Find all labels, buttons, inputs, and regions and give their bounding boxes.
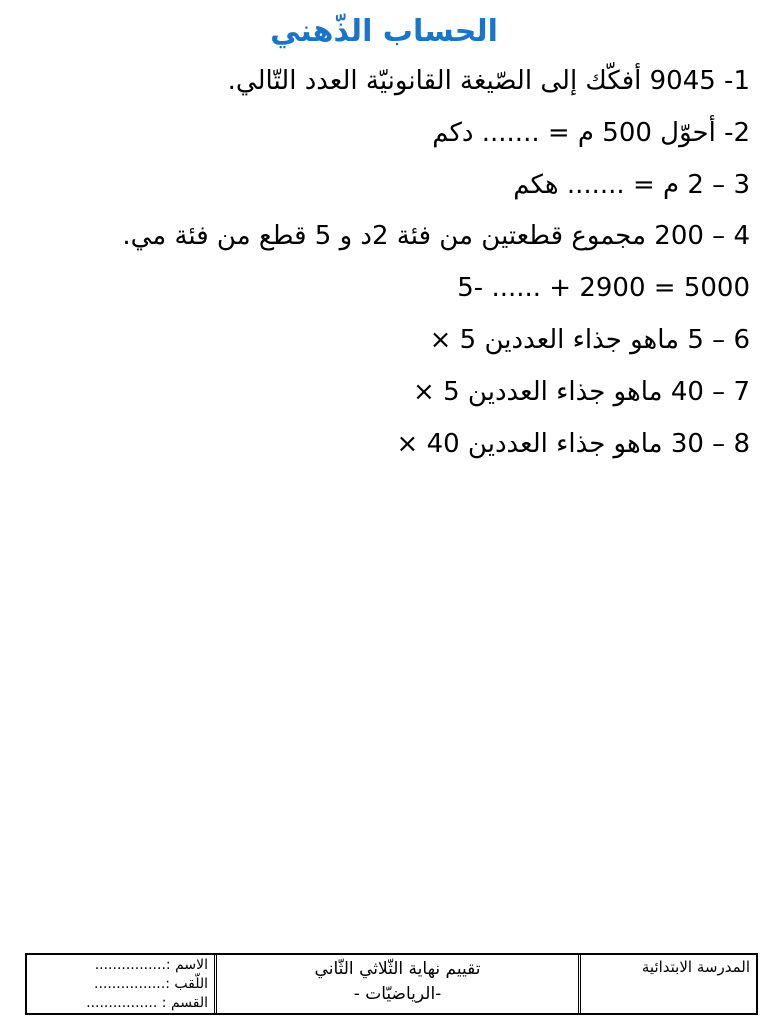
question-2: 2- أحوّل 500 م = ....... دكم [432, 118, 750, 149]
school-cell [581, 955, 756, 1013]
question-3: 3 – 2 م = ....... هكم [513, 170, 750, 201]
question-6: 6 – 5 ماهو جذاء العددين 5 × [429, 324, 750, 355]
class-line: ................ : القسم [86, 995, 208, 1011]
surname-line: ................: اللّقب [94, 976, 208, 992]
question-4: 4 – 200 مجموع قطعتين من فئة 2د و 5 قطع من فئة مي. [122, 221, 750, 252]
question-8: 8 – 30 ماهو جذاء العددين 40 × [396, 428, 750, 459]
page-title: الحساب الذّهني [270, 14, 498, 49]
name-line: ................: الاسم [94, 957, 208, 973]
question-7: 7 – 40 ماهو جذاء العددين 5 × [413, 376, 750, 407]
evaluation-cell [217, 955, 581, 1013]
school-label: المدرسة الابتدائية [641, 958, 750, 976]
questions-list [40, 64, 750, 479]
student-info-cell [27, 955, 217, 1013]
question-5: 5- ...... + 2900 = 5000 [457, 272, 750, 303]
evaluation-title: تقييم نهاية الثّلاثي الثّاني [314, 959, 481, 979]
footer-table [25, 953, 758, 1015]
question-1: 1- 9045 أفكّك إلى الصّيغة القانونيّة العدد التّالي. [227, 66, 750, 96]
subject-label: -الرياضيّات - [353, 984, 442, 1004]
